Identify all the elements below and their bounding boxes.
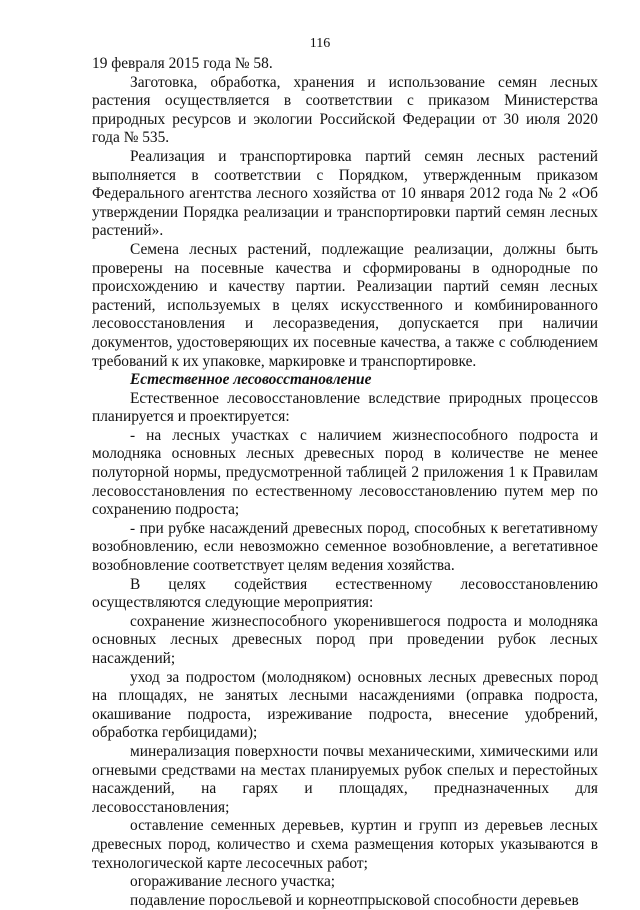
list-item: подавление поросльевой и корнеотпрысковой способности деревьев <box>130 891 579 909</box>
document-body <box>92 55 598 910</box>
list-item: минерализация поверхности почвы механическими, химическими или огневыми средствами на местах планируемых рубок спелых и перестойных насаждений, на гарях и площадях, предназначенных для лесовосстановления; <box>92 742 598 816</box>
list-item: сохранение жизнеспособного укоренившегося подроста и молодняка основных лесных древесных пород при проведении рубок лесных насаждений; <box>92 612 598 667</box>
list-item: - при рубке насаждений древесных пород, способных к вегетативному возобновлению, если невозможно семенное возобновление, а вегетативное возобновление соответствует целям ведения хозяйства. <box>92 519 598 575</box>
paragraph: Семена лесных растений, подлежащие реализации, должны быть проверены на посевные качества и сформированы в однородные по происхождению и качеству партии. Реализации партий семян лесных растений, используемых в целях искусственного и комбинированного лесовосстановления и лесоразведения, допускается при наличии документов, удостоверяющих их посевные качества, а также с соблюдением требований к их упаковке, маркировке и транспортировке. <box>92 240 598 370</box>
paragraph: Реализация и транспортировка партий семян лесных растений выполняется в соответствии с Порядком, утвержденным приказом Федерального агентства лесного хозяйства от 10 января 2012 года № 2 «Об утверждении Порядка реализации и транспортировки партий семян лесных растений». <box>92 147 598 240</box>
paragraph: Естественное лесовосстановление вследствие природных процессов планируется и проектируется: <box>92 389 598 426</box>
list-item: огораживание лесного участка; <box>130 873 336 891</box>
page-number: 116 <box>309 36 331 51</box>
paragraph: Заготовка, обработка, хранения и использование семян лесных растения осуществляется в соответствии с приказом Министерства природных ресурсов и экологии Российской Федерации от 30 июля 2020 года № 535. <box>92 73 598 147</box>
paragraph: В целях содействия естественному лесовосстановлению осуществляются следующие мероприятия: <box>92 575 598 612</box>
section-heading: Естественное лесовосстановление <box>130 371 372 389</box>
paragraph: 19 февраля 2015 года № 58. <box>92 55 273 72</box>
list-item: - на лесных участках с наличием жизнеспособного подроста и молодняка основных лесных древесных пород в количестве не менее полуторной нормы, предусмотренной таблицей 2 приложения 1 к Правилам лесовосстановления по естественному лесовосстановлению путем мер по сохранению подроста; <box>92 426 598 519</box>
list-item: оставление семенных деревьев, куртин и групп из деревьев лесных древесных пород, количество и схема размещения которых указываются в технологической карте лесосечных работ; <box>92 817 598 872</box>
list-item: уход за подростом (молодняком) основных лесных древесных пород на площадях, не занятых лесными насаждениями (оправка подроста, окашивание подроста, изреживание подроста, внесение удобрений, обработка гербицидами); <box>92 668 598 742</box>
